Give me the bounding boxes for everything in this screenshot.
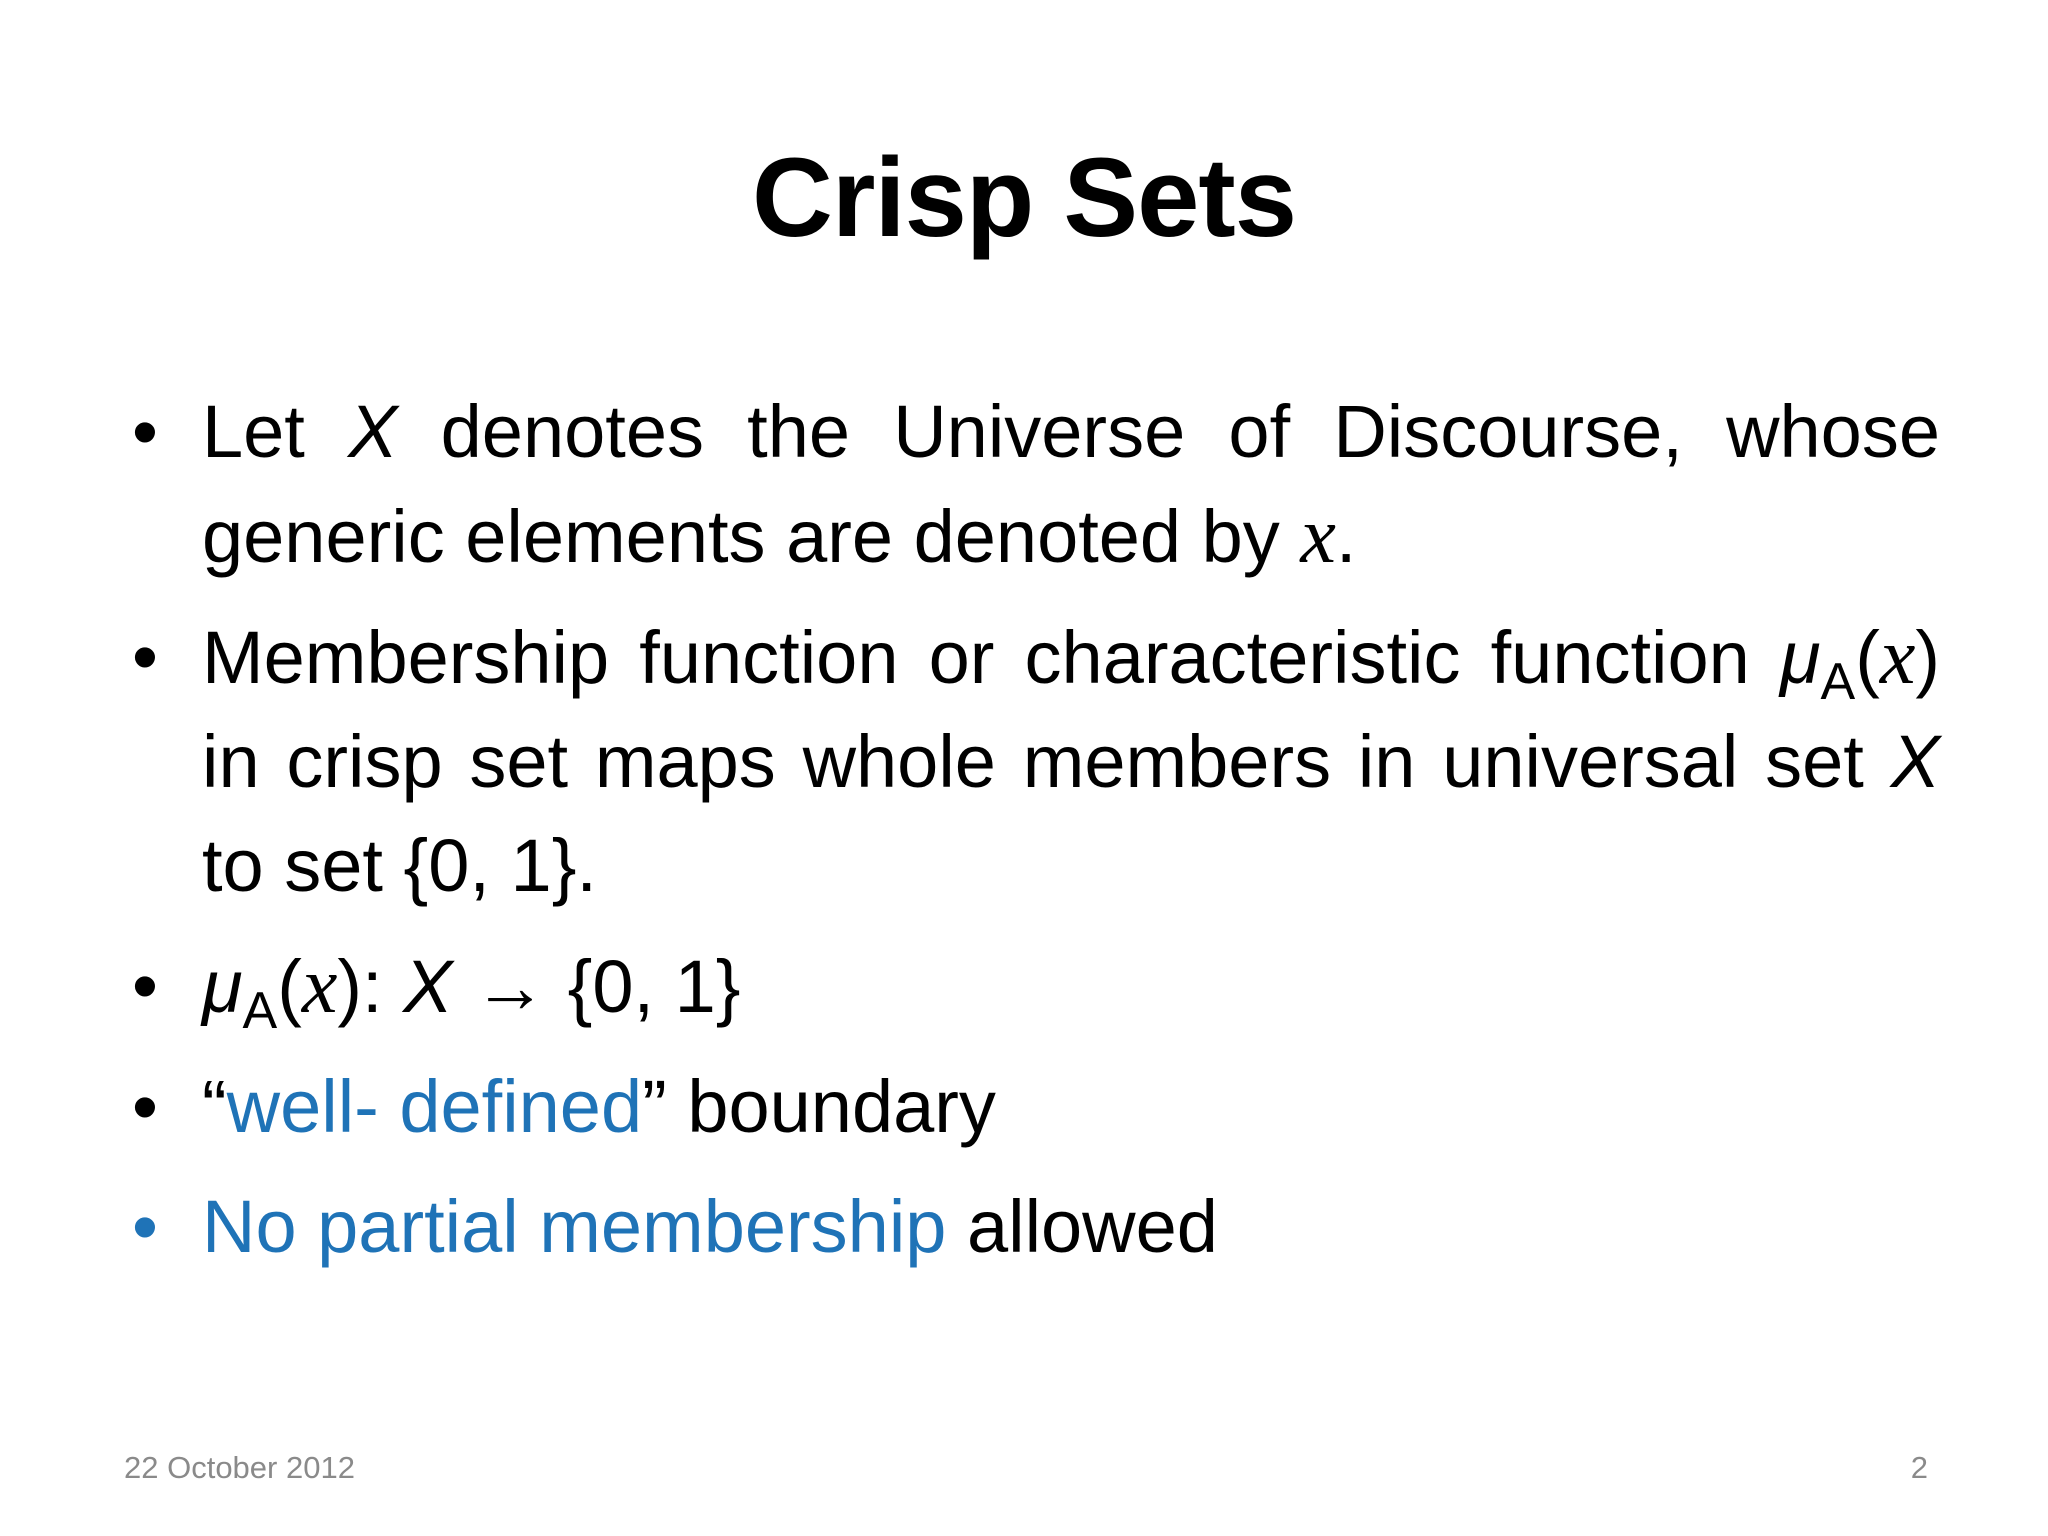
paren-open: ( (277, 945, 302, 1028)
text-period: . (1335, 495, 1357, 578)
text-let: Let (202, 390, 305, 473)
symbol-X: X (403, 945, 453, 1028)
bullet-text (202, 934, 1940, 1039)
bullet-icon: • (132, 944, 158, 1027)
text-allowed: allowed (966, 1185, 1218, 1268)
highlight-no-partial-membership: No partial membership (202, 1185, 947, 1268)
mu-a-of-x (1779, 613, 1941, 711)
bullet-mapping (110, 934, 1940, 1039)
paren-close: ) (1915, 616, 1941, 699)
symbol-x: x (301, 942, 338, 1030)
close-quote: ” (642, 1065, 667, 1148)
bullet-icon: • (132, 390, 158, 473)
bullet-universe-of-discourse (110, 380, 1940, 589)
bullet-well-defined (110, 1055, 1940, 1159)
subscript-A: A (242, 982, 278, 1040)
bullet-membership-function (110, 605, 1940, 918)
footer-date: 22 October 2012 (124, 1450, 355, 1485)
symbol-X: X (348, 390, 398, 473)
open-quote: “ (202, 1065, 227, 1148)
text-boundary: boundary (687, 1065, 996, 1148)
symbol-mu: μ (202, 945, 243, 1028)
bullet-text (202, 380, 1940, 589)
paren-close-colon: ): (337, 945, 383, 1028)
text-to-set: to set {0, 1}. (202, 824, 597, 907)
text-membership: Membership function or characteristic function (202, 616, 1750, 699)
bullet-list (110, 380, 1940, 1279)
highlight-well-defined: well- defined (226, 1065, 643, 1148)
symbol-mu: μ (1779, 616, 1821, 699)
subscript-A: A (1820, 653, 1856, 711)
bullet-text (202, 605, 1940, 918)
bullet-text (202, 1055, 1940, 1159)
slide-title: Crisp Sets (752, 135, 1296, 260)
bullet-no-partial-membership (110, 1175, 1940, 1279)
symbol-x: x (1300, 492, 1336, 580)
paren-open: ( (1855, 616, 1880, 699)
symbol-X: X (1890, 720, 1940, 803)
bullet-text (202, 1175, 1940, 1279)
bullet-icon: • (132, 1065, 158, 1148)
bullet-icon: • (132, 615, 158, 698)
bullet-icon: • (132, 1185, 158, 1268)
text-crisp-set-maps: in crisp set maps whole members in universal set (202, 720, 1864, 803)
text-denotes: denotes the Universe of Discourse, whose generic elements are denoted by (202, 390, 1940, 578)
footer-page-number: 2 (1910, 1450, 1928, 1485)
symbol-x: x (1879, 613, 1916, 701)
text-arrow-set: → {0, 1} (473, 945, 741, 1028)
